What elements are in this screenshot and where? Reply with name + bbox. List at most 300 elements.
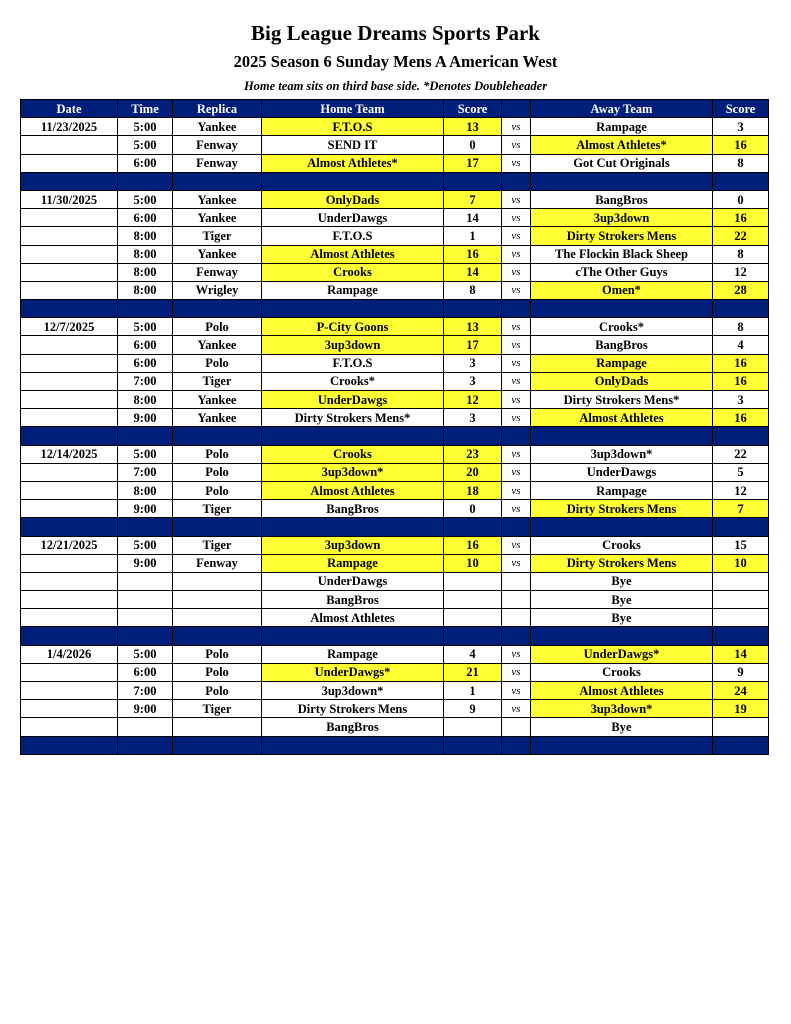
replica-cell: Polo [173,645,262,663]
home-score-cell: 17 [444,336,502,354]
home-score-cell: 3 [444,409,502,427]
time-cell: 9:00 [118,700,173,718]
home-score-cell [444,718,502,736]
separator-cell [262,518,444,536]
vs-cell: vs [502,391,531,409]
separator-cell [444,518,502,536]
vs-cell [502,609,531,627]
separator-cell [713,518,769,536]
home-score-cell: 9 [444,700,502,718]
replica-cell: Polo [173,481,262,499]
replica-cell: Wrigley [173,281,262,299]
home-score-cell: 20 [444,463,502,481]
vs-cell [502,718,531,736]
home-score-cell: 16 [444,245,502,263]
time-cell: 8:00 [118,263,173,281]
time-cell: 7:00 [118,372,173,390]
replica-cell: Tiger [173,536,262,554]
time-cell: 5:00 [118,136,173,154]
away-team-cell: Crooks [531,663,713,681]
date-cell [21,663,118,681]
week-separator-row [21,300,769,318]
home-team-cell: Crooks [262,445,444,463]
away-score-cell [713,572,769,590]
replica-cell: Fenway [173,263,262,281]
time-cell: 7:00 [118,682,173,700]
time-cell: 5:00 [118,536,173,554]
away-score-cell: 0 [713,190,769,208]
home-score-cell [444,572,502,590]
time-cell [118,591,173,609]
separator-cell [21,736,118,754]
separator-cell [531,300,713,318]
date-cell [21,700,118,718]
game-row [21,209,769,227]
away-team-cell: Almost Athletes [531,409,713,427]
home-team-cell: Almost Athletes [262,609,444,627]
home-team-cell: Rampage [262,281,444,299]
separator-cell [502,627,531,645]
replica-cell: Fenway [173,154,262,172]
date-cell [21,409,118,427]
home-team-cell: Dirty Strokers Mens* [262,409,444,427]
home-score-cell: 7 [444,190,502,208]
replica-cell [173,609,262,627]
separator-cell [713,627,769,645]
game-row [21,391,769,409]
home-team-cell: Dirty Strokers Mens [262,700,444,718]
away-score-cell: 8 [713,154,769,172]
time-cell: 6:00 [118,336,173,354]
vs-cell: vs [502,136,531,154]
replica-cell: Polo [173,445,262,463]
separator-cell [173,627,262,645]
vs-cell: vs [502,209,531,227]
game-row [21,609,769,627]
vs-cell: vs [502,663,531,681]
date-cell: 1/4/2026 [21,645,118,663]
replica-cell: Tiger [173,700,262,718]
time-cell: 6:00 [118,209,173,227]
date-cell [21,591,118,609]
game-row [21,682,769,700]
time-cell: 5:00 [118,645,173,663]
home-score-cell: 13 [444,118,502,136]
vs-cell [502,591,531,609]
separator-cell [713,172,769,190]
game-row [21,118,769,136]
home-team-cell: 3up3down* [262,682,444,700]
away-team-cell: UnderDawgs [531,463,713,481]
separator-cell [531,427,713,445]
time-cell: 8:00 [118,227,173,245]
time-cell: 8:00 [118,281,173,299]
header-row [21,100,769,118]
replica-cell: Polo [173,663,262,681]
col-date-header: Date [21,100,118,118]
home-team-cell: BangBros [262,591,444,609]
separator-cell [444,427,502,445]
vs-cell: vs [502,227,531,245]
away-team-cell: UnderDawgs* [531,645,713,663]
away-score-cell [713,718,769,736]
home-score-cell: 23 [444,445,502,463]
col-home-score-header: Score [444,100,502,118]
game-row [21,445,769,463]
separator-cell [262,427,444,445]
separator-cell [118,427,173,445]
away-score-cell: 3 [713,391,769,409]
separator-cell [118,627,173,645]
game-row [21,227,769,245]
away-score-cell: 19 [713,700,769,718]
replica-cell: Fenway [173,136,262,154]
date-cell: 12/21/2025 [21,536,118,554]
away-score-cell: 15 [713,536,769,554]
replica-cell: Yankee [173,409,262,427]
replica-cell [173,718,262,736]
vs-cell: vs [502,645,531,663]
home-team-cell: UnderDawgs [262,209,444,227]
away-score-cell: 16 [713,136,769,154]
separator-cell [173,172,262,190]
home-team-cell: F.T.O.S [262,354,444,372]
date-cell: 11/30/2025 [21,190,118,208]
game-row [21,354,769,372]
away-team-cell: 3up3down* [531,700,713,718]
date-cell [21,136,118,154]
away-score-cell: 22 [713,227,769,245]
home-team-cell: SEND IT [262,136,444,154]
separator-cell [531,172,713,190]
game-row [21,245,769,263]
time-cell: 9:00 [118,409,173,427]
game-row [21,409,769,427]
replica-cell: Yankee [173,245,262,263]
home-team-cell: Rampage [262,554,444,572]
time-cell: 5:00 [118,318,173,336]
home-score-cell: 1 [444,227,502,245]
time-cell [118,572,173,590]
week-separator-row [21,427,769,445]
time-cell: 8:00 [118,245,173,263]
time-cell: 8:00 [118,481,173,499]
home-team-cell: Crooks [262,263,444,281]
vs-cell: vs [502,336,531,354]
date-cell: 11/23/2025 [21,118,118,136]
game-row [21,572,769,590]
vs-cell: vs [502,409,531,427]
home-team-cell: BangBros [262,500,444,518]
home-score-cell: 21 [444,663,502,681]
away-score-cell: 16 [713,209,769,227]
home-team-cell: Almost Athletes [262,481,444,499]
home-score-cell: 0 [444,136,502,154]
time-cell: 5:00 [118,118,173,136]
vs-cell: vs [502,263,531,281]
date-cell: 12/14/2025 [21,445,118,463]
game-row [21,463,769,481]
separator-cell [262,300,444,318]
date-cell [21,227,118,245]
col-away-score-header: Score [713,100,769,118]
date-cell [21,682,118,700]
home-score-cell [444,609,502,627]
time-cell: 6:00 [118,354,173,372]
game-row [21,318,769,336]
away-score-cell: 16 [713,372,769,390]
separator-cell [444,627,502,645]
vs-cell: vs [502,154,531,172]
date-cell [21,354,118,372]
away-team-cell: BangBros [531,336,713,354]
away-score-cell [713,591,769,609]
page-title: Big League Dreams Sports Park [251,21,540,45]
away-score-cell: 7 [713,500,769,518]
col-home-team-header: Home Team [262,100,444,118]
game-row [21,190,769,208]
date-cell [21,245,118,263]
away-team-cell: cThe Other Guys [531,263,713,281]
home-score-cell: 0 [444,500,502,518]
game-row [21,645,769,663]
separator-cell [118,518,173,536]
home-team-cell: F.T.O.S [262,118,444,136]
away-score-cell: 14 [713,645,769,663]
date-cell [21,154,118,172]
replica-cell: Yankee [173,209,262,227]
date-cell [21,572,118,590]
separator-cell [173,427,262,445]
home-score-cell: 3 [444,354,502,372]
game-row [21,336,769,354]
separator-cell [21,427,118,445]
away-team-cell: Dirty Strokers Mens [531,227,713,245]
time-cell: 8:00 [118,391,173,409]
date-cell [21,500,118,518]
home-score-cell: 13 [444,318,502,336]
away-team-cell: 3up3down* [531,445,713,463]
away-score-cell: 16 [713,409,769,427]
time-cell: 9:00 [118,554,173,572]
replica-cell: Yankee [173,190,262,208]
separator-cell [502,300,531,318]
away-team-cell: Almost Athletes* [531,136,713,154]
replica-cell: Tiger [173,372,262,390]
away-team-cell: Crooks* [531,318,713,336]
schedule-body [21,118,769,755]
week-separator-row [21,627,769,645]
separator-cell [531,627,713,645]
week-separator-row [21,172,769,190]
replica-cell: Polo [173,682,262,700]
time-cell: 6:00 [118,154,173,172]
away-team-cell: Bye [531,591,713,609]
separator-cell [502,736,531,754]
separator-cell [118,172,173,190]
away-team-cell: Omen* [531,281,713,299]
away-score-cell: 8 [713,318,769,336]
vs-cell: vs [502,463,531,481]
home-team-cell: 3up3down [262,336,444,354]
separator-cell [713,300,769,318]
away-team-cell: Got Cut Originals [531,154,713,172]
vs-cell: vs [502,318,531,336]
home-team-cell: Almost Athletes [262,245,444,263]
home-score-cell [444,591,502,609]
away-score-cell: 22 [713,445,769,463]
col-vs-header [502,100,531,118]
away-score-cell: 12 [713,481,769,499]
date-cell [21,372,118,390]
game-row [21,663,769,681]
game-row [21,372,769,390]
replica-cell: Yankee [173,336,262,354]
separator-cell [444,300,502,318]
replica-cell: Yankee [173,391,262,409]
home-team-cell: UnderDawgs [262,572,444,590]
separator-cell [531,736,713,754]
home-team-cell: UnderDawgs [262,391,444,409]
vs-cell: vs [502,536,531,554]
replica-cell: Yankee [173,118,262,136]
separator-cell [173,300,262,318]
replica-cell [173,591,262,609]
date-cell [21,718,118,736]
away-score-cell: 16 [713,354,769,372]
away-team-cell: Almost Athletes [531,682,713,700]
home-team-cell: Almost Athletes* [262,154,444,172]
game-row [21,136,769,154]
away-team-cell: Rampage [531,481,713,499]
replica-cell: Polo [173,354,262,372]
vs-cell: vs [502,500,531,518]
separator-cell [21,300,118,318]
time-cell: 5:00 [118,190,173,208]
separator-cell [118,736,173,754]
game-row [21,554,769,572]
home-team-cell: 3up3down* [262,463,444,481]
time-cell: 5:00 [118,445,173,463]
away-team-cell: Bye [531,718,713,736]
date-cell [21,209,118,227]
time-cell: 7:00 [118,463,173,481]
time-cell: 6:00 [118,663,173,681]
home-team-cell: OnlyDads [262,190,444,208]
replica-cell: Fenway [173,554,262,572]
away-score-cell: 24 [713,682,769,700]
col-time-header: Time [118,100,173,118]
col-away-team-header: Away Team [531,100,713,118]
game-row [21,500,769,518]
vs-cell [502,572,531,590]
vs-cell: vs [502,481,531,499]
separator-cell [444,736,502,754]
separator-cell [21,518,118,536]
vs-cell: vs [502,372,531,390]
home-score-cell: 18 [444,481,502,499]
date-cell: 12/7/2025 [21,318,118,336]
away-team-cell: Dirty Strokers Mens [531,500,713,518]
time-cell [118,609,173,627]
separator-cell [118,300,173,318]
vs-cell: vs [502,554,531,572]
game-row [21,536,769,554]
home-score-cell: 14 [444,263,502,281]
away-score-cell: 8 [713,245,769,263]
vs-cell: vs [502,700,531,718]
replica-cell: Tiger [173,500,262,518]
page-subtitle: 2025 Season 6 Sunday Mens A American West [233,52,558,71]
home-score-cell: 16 [444,536,502,554]
away-team-cell: 3up3down [531,209,713,227]
away-team-cell: OnlyDads [531,372,713,390]
away-score-cell: 9 [713,663,769,681]
vs-cell: vs [502,354,531,372]
home-team-cell: F.T.O.S [262,227,444,245]
date-cell [21,336,118,354]
away-team-cell: Rampage [531,118,713,136]
time-cell [118,718,173,736]
away-team-cell: Bye [531,572,713,590]
home-score-cell: 10 [444,554,502,572]
replica-cell: Polo [173,463,262,481]
separator-cell [713,736,769,754]
separator-cell [502,518,531,536]
game-row [21,700,769,718]
home-score-cell: 1 [444,682,502,700]
home-score-cell: 3 [444,372,502,390]
date-cell [21,481,118,499]
away-score-cell: 12 [713,263,769,281]
away-team-cell: BangBros [531,190,713,208]
date-cell [21,609,118,627]
week-separator-row [21,736,769,754]
time-cell: 9:00 [118,500,173,518]
away-team-cell: Dirty Strokers Mens [531,554,713,572]
away-score-cell: 3 [713,118,769,136]
home-team-cell: BangBros [262,718,444,736]
replica-cell: Polo [173,318,262,336]
separator-cell [262,172,444,190]
vs-cell: vs [502,118,531,136]
vs-cell: vs [502,245,531,263]
vs-cell: vs [502,682,531,700]
vs-cell: vs [502,281,531,299]
home-score-cell: 17 [444,154,502,172]
home-score-cell: 8 [444,281,502,299]
separator-cell [444,172,502,190]
away-team-cell: Crooks [531,536,713,554]
home-score-cell: 14 [444,209,502,227]
date-cell [21,554,118,572]
separator-cell [262,736,444,754]
replica-cell: Tiger [173,227,262,245]
page-note: Home team sits on third base side. *Denotes Doubleheader [243,79,548,93]
home-team-cell: Crooks* [262,372,444,390]
date-cell [21,391,118,409]
week-separator-row [21,518,769,536]
replica-cell [173,572,262,590]
home-score-cell: 12 [444,391,502,409]
separator-cell [713,427,769,445]
game-row [21,481,769,499]
vs-cell: vs [502,190,531,208]
separator-cell [262,627,444,645]
away-team-cell: Rampage [531,354,713,372]
away-team-cell: Bye [531,609,713,627]
game-row [21,281,769,299]
